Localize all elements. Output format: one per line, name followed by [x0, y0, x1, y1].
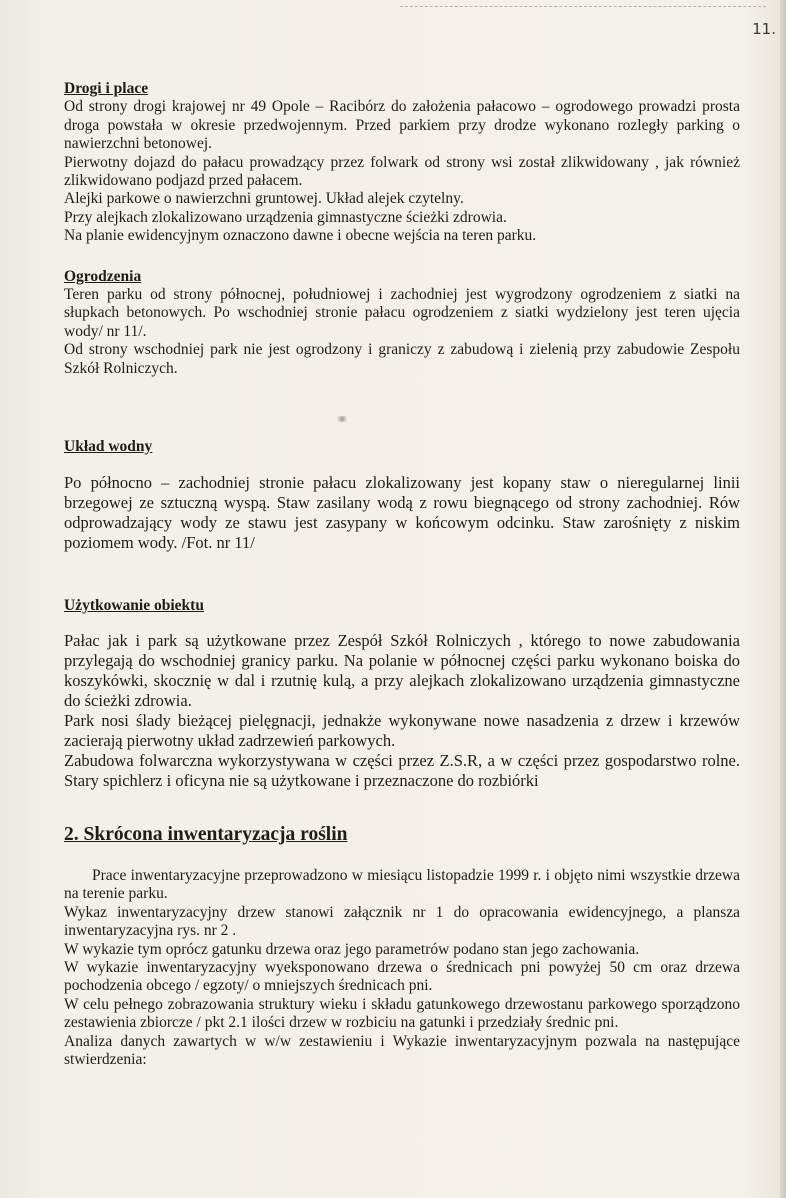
section-ogrodzenia	[64, 268, 740, 378]
paragraph: Na planie ewidencyjnym oznaczono dawne i obecne wejścia na teren parku.	[64, 227, 537, 245]
paragraph: W celu pełnego zobrazowania struktury wieku i składu gatunkowego drzewostanu parkowego sporządzono zestawienia zbiorcze / pkt 2.1 ilości drzew w rozbiciu na gatunki i przedziały średnic pni.	[64, 995, 740, 1032]
section-uklad-wodny	[64, 438, 740, 552]
section-uzytkowanie-obiektu	[64, 597, 740, 791]
page-number: 11.	[752, 20, 776, 38]
section-heading: Układ wodny	[64, 438, 153, 456]
paragraph: Alejki parkowe o nawierzchni gruntowej. Układ alejek czytelny.	[64, 190, 464, 208]
paragraph: Analiza danych zawartych w w/w zestawieniu i Wykazie inwentaryzacyjnym pozwala na następujące stwierdzenia:	[64, 1032, 740, 1068]
paragraph: W wykazie inwentaryzacyjny wyeksponowano drzewa o średnicach pni powyżej 50 cm oraz drzewa pochodzenia obcego / egzoty/ o mniejszych średnicach pni.	[64, 958, 740, 995]
paragraph: Wykaz inwentaryzacyjny drzew stanowi załącznik nr 1 do opracowania ewidencyjnego, a plansza inwentaryzacyjna rys. nr 2 .	[64, 903, 740, 940]
section-heading: Użytkowanie obiektu	[64, 596, 204, 614]
page-right-edge	[780, 0, 786, 1198]
chapter-heading: 2. Skrócona inwentaryzacja roślin	[64, 823, 348, 845]
page-top-edge	[400, 6, 766, 8]
paragraph: Przy alejkach zlokalizowano urządzenia gimnastyczne ścieżki zdrowia.	[64, 208, 507, 226]
section-drogi-i-place	[64, 80, 740, 246]
paragraph: Od strony wschodniej park nie jest ogrodzony i graniczy z zabudową i zielenią przy zabudowie Zespołu Szkół Rolniczych.	[64, 341, 740, 377]
paragraph: Pałac jak i park są użytkowane przez Zespół Szkół Rolniczych , którego to nowe zabudowania przylegają do wschodniej granicy parku. Na polanie w północnej części parku wykonano boiska do koszykówki, skocznię w dal i rzutnię kulą, a przy alejkach zlokalizowano urządzenia gimnastyczne do ścieżki zdrowia.	[64, 630, 740, 710]
paragraph: W wykazie tym oprócz gatunku drzewa oraz jego parametrów podano stan jego zachowania.	[64, 940, 640, 958]
paragraph: Po północno – zachodniej stronie pałacu zlokalizowany jest kopany staw o nieregularnej linii brzegowej ze sztuczną wyspą. Staw zasilany wodą z rowu biegnącego od strony zachodniej. Rów odprowadzający wody ze stawu jest zasypany w końcowym odcinku. Staw zarośnięty z niskim poziomem wody. /Fot. nr 11/	[64, 472, 740, 552]
paragraph: Zabudowa folwarczna wykorzystywana w części przez Z.S.R, a w części przez gospodarstwo rolne. Stary spichlerz i oficyna nie są użytkowane i przeznaczone do rozbiórki	[64, 750, 740, 790]
section-heading: Drogi i place	[64, 80, 149, 97]
paragraph: Park nosi ślady bieżącej pielęgnacji, jednakże wykonywane nowe nasadzenia z drzew i krzewów zacierają pierwotny układ zadrzewień parkowych.	[64, 710, 740, 750]
section-heading: Ogrodzenia	[64, 267, 142, 285]
document-body	[64, 80, 740, 1069]
paragraph: Pierwotny dojazd do pałacu prowadzący przez folwark od strony wsi został zlikwidowany , jak również zlikwidowano podjazd przed pałacem.	[64, 153, 740, 190]
paragraph: Prace inwentaryzacyjne przeprowadzono w miesiącu listopadzie 1999 r. i objęto nimi wszystkie drzewa na terenie parku.	[64, 866, 740, 903]
paragraph: Od strony drogi krajowej nr 49 Opole – Racibórz do założenia pałacowo – ogrodowego prowadzi prosta droga powstała w okresie przedwojennym. Przed parkiem przy drodze wykonano rozległy parking o nawierzchni betonowej.	[64, 98, 740, 153]
section-inwentaryzacja-roslin	[64, 823, 740, 1069]
paragraph: Teren parku od strony północnej, południowej i zachodniej jest wygrodzony ogrodzeniem z siatki na słupkach betonowych. Po wschodniej stronie pałacu ogrodzeniem z siatki wydzielony jest teren ujęcia wody/ nr 11/.	[64, 286, 740, 340]
